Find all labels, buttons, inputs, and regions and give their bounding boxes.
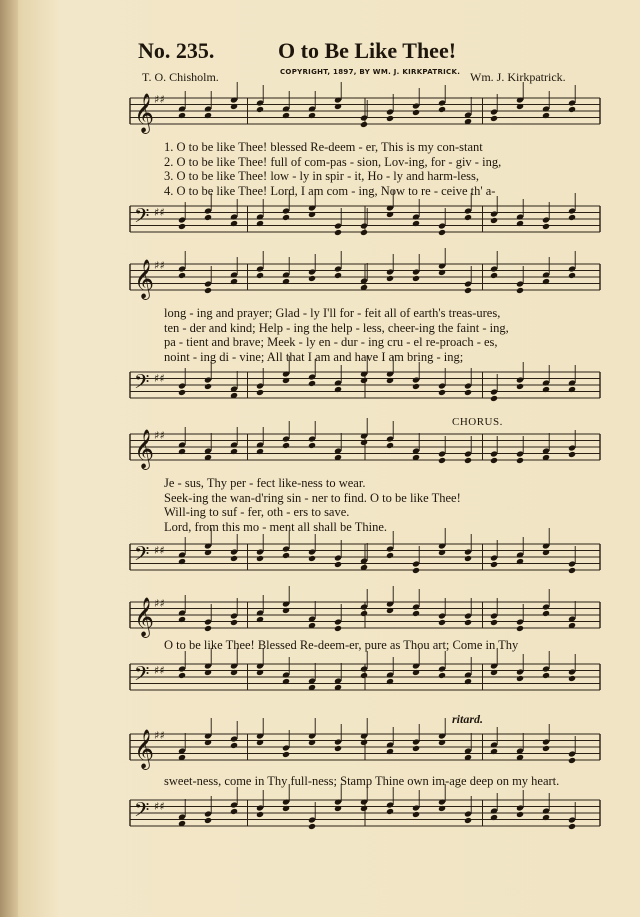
- svg-text:♯♯: ♯♯: [154, 206, 165, 219]
- bass-staff: [130, 202, 600, 236]
- svg-text:♯♯: ♯♯: [154, 544, 165, 557]
- svg-text:𝄞: 𝄞: [134, 729, 155, 769]
- chorus-label: CHORUS.: [452, 416, 503, 428]
- staff-notation-graphic: [130, 368, 600, 408]
- staff-notation-graphic: [130, 94, 600, 134]
- lyric-line-chorus: sweet-ness, come in Thy full-ness; Stamp Thine own im-age deep on my heart.: [164, 774, 560, 788]
- svg-text:𝄢: 𝄢: [134, 798, 150, 826]
- lyric-line-verse-2: Seek-ing the wan-d'ring sin - ner to find. O to be like Thee!: [164, 490, 461, 505]
- music-system-4: [130, 594, 600, 694]
- lyric-line-verse-2: ten - der and kind; Help - ing the help - less, cheer-ing the faint - ing,: [164, 320, 509, 335]
- staff-notation-graphic: [130, 796, 600, 836]
- copyright-notice: COPYRIGHT, 1897, BY WM. J. KIRKPATRICK.: [280, 68, 461, 76]
- staff-notation-graphic: [130, 598, 600, 638]
- staff-notation-graphic: [130, 730, 600, 770]
- book-spine-shadow: [0, 0, 18, 917]
- bass-staff: [130, 540, 600, 574]
- hymn-header: [0, 0, 640, 100]
- lyricist-credit: T. O. Chisholm.: [142, 70, 219, 84]
- svg-text:𝄞: 𝄞: [134, 597, 155, 637]
- treble-staff: [130, 93, 600, 133]
- staff-notation-graphic: [130, 430, 600, 470]
- svg-text:𝄢: 𝄢: [134, 662, 150, 690]
- lyric-line-verse-4: noint - ing di - vine; All that I am and have I am bring - ing;: [164, 349, 464, 364]
- svg-text:𝄞: 𝄞: [134, 429, 155, 469]
- treble-staff: [130, 259, 600, 299]
- staff-notation-graphic: [130, 540, 600, 580]
- music-system-3: [130, 416, 600, 580]
- treble-staff: [130, 729, 600, 769]
- chorus-lyrics: [164, 774, 600, 789]
- lyric-line-verse-3: Will-ing to suf - fer, oth - ers to save.: [164, 505, 350, 519]
- svg-text:♯♯: ♯♯: [154, 664, 165, 677]
- svg-text:♯♯: ♯♯: [154, 429, 165, 442]
- svg-text:♯♯: ♯♯: [154, 259, 165, 272]
- svg-text:𝄢: 𝄢: [134, 370, 150, 398]
- lyric-line-chorus: O to be like Thee! Blessed Re-deem-er, pure as Thou art; Come in Thy: [164, 638, 519, 652]
- svg-text:♯♯: ♯♯: [154, 800, 165, 813]
- lyric-line-verse-4: Lord, from this mo - ment all shall be Thine.: [164, 519, 387, 534]
- svg-text:𝄞: 𝄞: [134, 93, 155, 133]
- svg-text:𝄞: 𝄞: [134, 259, 155, 299]
- bass-staff: [130, 368, 600, 402]
- verse-lyrics: [164, 306, 600, 364]
- composer-credit: Wm. J. Kirkpatrick.: [470, 70, 566, 84]
- lyric-line-verse-2: 2. O to be like Thee! full of com-pas - sion, Lov-ing, for - giv - ing,: [164, 154, 502, 169]
- lyric-line-verse-1: Je - sus, Thy per - fect like-ness to wear.: [164, 476, 366, 490]
- treble-staff: [130, 597, 600, 637]
- staff-notation-graphic: [130, 202, 600, 242]
- lyric-line-verse-1: 1. O to be like Thee! blessed Re-deem - er, This is my con-stant: [164, 140, 483, 154]
- svg-text:𝄢: 𝄢: [134, 204, 150, 232]
- music-system-2: [130, 256, 600, 406]
- svg-text:♯♯: ♯♯: [154, 597, 165, 610]
- bass-staff: [130, 660, 600, 694]
- lyric-line-verse-3: 3. O to be like Thee! low - ly in spir - it, Ho - ly and harm-less,: [164, 169, 479, 183]
- lyric-line-verse-1: long - ing and prayer; Glad - ly I'll for - feit all of earth's treas-ures,: [164, 306, 501, 320]
- staff-notation-graphic: [130, 660, 600, 700]
- bass-staff: [130, 796, 600, 830]
- verse-lyrics: [164, 140, 600, 198]
- music-system-1: [130, 90, 600, 240]
- treble-staff: [130, 429, 600, 469]
- lyric-line-verse-4: 4. O to be like Thee! Lord, I am com - ing, Now to re - ceive th' a-: [164, 183, 496, 198]
- verse-lyrics: [164, 476, 600, 534]
- svg-text:♯♯: ♯♯: [154, 729, 165, 742]
- chorus-lyrics: [164, 638, 600, 653]
- svg-text:𝄢: 𝄢: [134, 542, 150, 570]
- svg-text:♯♯: ♯♯: [154, 93, 165, 106]
- lyric-line-verse-3: pa - tient and brave; Meek - ly en - dur - ing cru - el re-proach - es,: [164, 335, 498, 349]
- music-system-5: [130, 712, 600, 866]
- hymn-number: No. 235.: [138, 38, 215, 63]
- staff-notation-graphic: [130, 260, 600, 300]
- hymn-title: O to Be Like Thee!: [278, 38, 457, 63]
- svg-text:♯♯: ♯♯: [154, 372, 165, 385]
- tempo-marking: ritard.: [452, 712, 484, 726]
